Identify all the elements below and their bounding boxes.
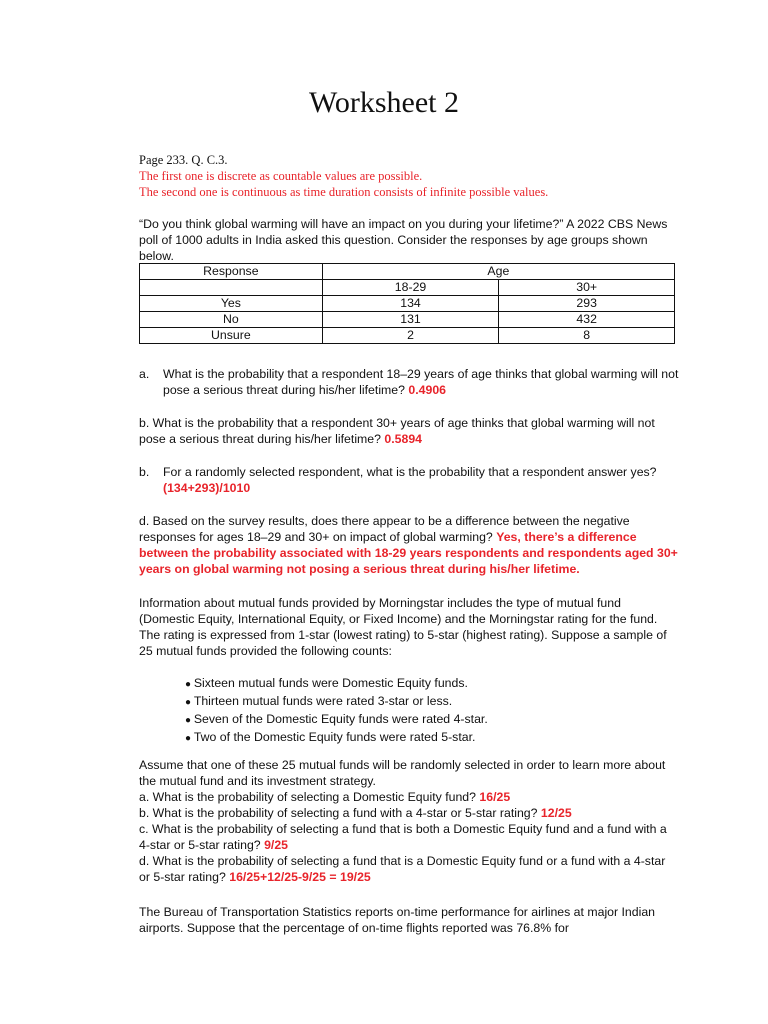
question-a (139, 366, 679, 398)
list-item: ● Seven of the Domestic Equity funds were rated 4-star. (185, 711, 488, 729)
question-text: For a randomly selected respondent, what is the probability that a respondent answer yes? (163, 465, 657, 479)
header-response: Response (140, 264, 323, 280)
intro-text: “Do you think global warming will have an impact on you during your lifetime?” A 2022 CBS News poll of 1000 adults in India asked this question. Consider the responses by age groups shown below. (139, 217, 668, 263)
answer-text: 0.4906 (408, 383, 447, 397)
page-title: Worksheet 2 (308, 86, 460, 119)
question-text: b. What is the probability that a respondent 30+ years of age thinks that global warming will not pose a serious threat during his/her lifetime? (139, 416, 655, 446)
answer-text: 0.5894 (384, 432, 423, 446)
funds-bullet-list (185, 675, 488, 747)
list-item: ● Two of the Domestic Equity funds were rated 5-star. (185, 729, 488, 747)
answer-text: 16/25 (479, 790, 511, 804)
table-row (140, 296, 675, 312)
row-label: Unsure (140, 328, 323, 344)
responses-table (139, 263, 675, 344)
question-text: c. What is the probability of selecting a fund that is both a Domestic Equity fund and a fund with a 4-star or 5-star rating? (139, 822, 667, 852)
row-label: No (140, 312, 323, 328)
answer-text: 16/25+12/25-9/25 = 19/25 (229, 870, 371, 884)
question-c (139, 464, 679, 496)
assume-text: Assume that one of these 25 mutual funds will be randomly selected in order to learn more about the mutual fund and its investment strategy. (139, 758, 666, 788)
question-text: a. What is the probability of selecting a Domestic Equity fund? (139, 790, 476, 804)
answer-text: (134+293)/1010 (163, 481, 251, 495)
fund-question-c (139, 821, 679, 853)
cell-value: 131 (322, 312, 499, 328)
fund-question-d (139, 853, 679, 885)
section-ref-block (139, 152, 699, 200)
question-text: d. Based on the survey results, does there appear to be a difference between the negative responses for ages 18–29 and 30+ on impact of global warming? (139, 514, 630, 544)
table-header-row (140, 264, 675, 280)
question-text: What is the probability that a respondent 18–29 years of age thinks that global warming will not pose a serious threat during his/her lifetime? (163, 367, 679, 397)
answer-text: 9/25 (264, 838, 289, 852)
cell-value: 432 (499, 312, 675, 328)
row-label: Yes (140, 296, 323, 312)
answer-continuous: The second one is continuous as time duration consists of infinite possible values. (139, 185, 549, 199)
cell-value: 293 (499, 296, 675, 312)
funds-questions (139, 757, 679, 885)
answer-discrete: The first one is discrete as countable values are possible. (139, 169, 423, 183)
funds-intro (139, 595, 679, 659)
cell-value: 134 (322, 296, 499, 312)
list-item: ● Sixteen mutual funds were Domestic Equity funds. (185, 675, 488, 693)
page-reference: Page 233. Q. C.3. (139, 153, 228, 167)
cell-value: 2 (322, 328, 499, 344)
question-label: b. (139, 465, 150, 479)
global-warming-intro (139, 216, 679, 264)
age-group-18-29: 18-29 (322, 280, 499, 296)
question-b (139, 415, 679, 447)
question-d (139, 513, 679, 577)
table-row (140, 312, 675, 328)
list-item: ● Thirteen mutual funds were rated 3-star or less. (185, 693, 488, 711)
answer-text: Yes, there’s a difference between the probability associated with 18-29 years respondents and respondents aged 30+ years on global warming not posing a serious threat during his/her lifetime. (139, 530, 678, 576)
funds-intro-text: Information about mutual funds provided by Morningstar includes the type of mutual fund (Domestic Equity, International Equity, or Fixed Income) and the Morningstar rating for the fund. The rating is expressed from 1-star (lowest rating) to 5-star (highest rating). Suppose a sample of 25 mutual funds provided the following counts: (139, 596, 667, 658)
age-group-30plus: 30+ (499, 280, 675, 296)
answer-text: 12/25 (540, 806, 572, 820)
airlines-intro-text: The Bureau of Transportation Statistics reports on-time performance for airlines at major Indian airports. Suppose that the percentage of on-time flights reported was 76.8% for (139, 905, 656, 935)
table-cell (140, 280, 323, 296)
table-row (140, 328, 675, 344)
table-subheader-row (140, 280, 675, 296)
question-text: b. What is the probability of selecting a fund with a 4-star or 5-star rating? (139, 806, 538, 820)
fund-question-a (139, 789, 679, 805)
airlines-intro (139, 904, 679, 936)
question-label: a. (139, 367, 150, 381)
header-age: Age (322, 264, 674, 280)
question-text: d. What is the probability of selecting a fund that is a Domestic Equity fund or a fund with a 4-star or 5-star rating? (139, 854, 666, 884)
fund-question-b (139, 805, 679, 821)
cell-value: 8 (499, 328, 675, 344)
